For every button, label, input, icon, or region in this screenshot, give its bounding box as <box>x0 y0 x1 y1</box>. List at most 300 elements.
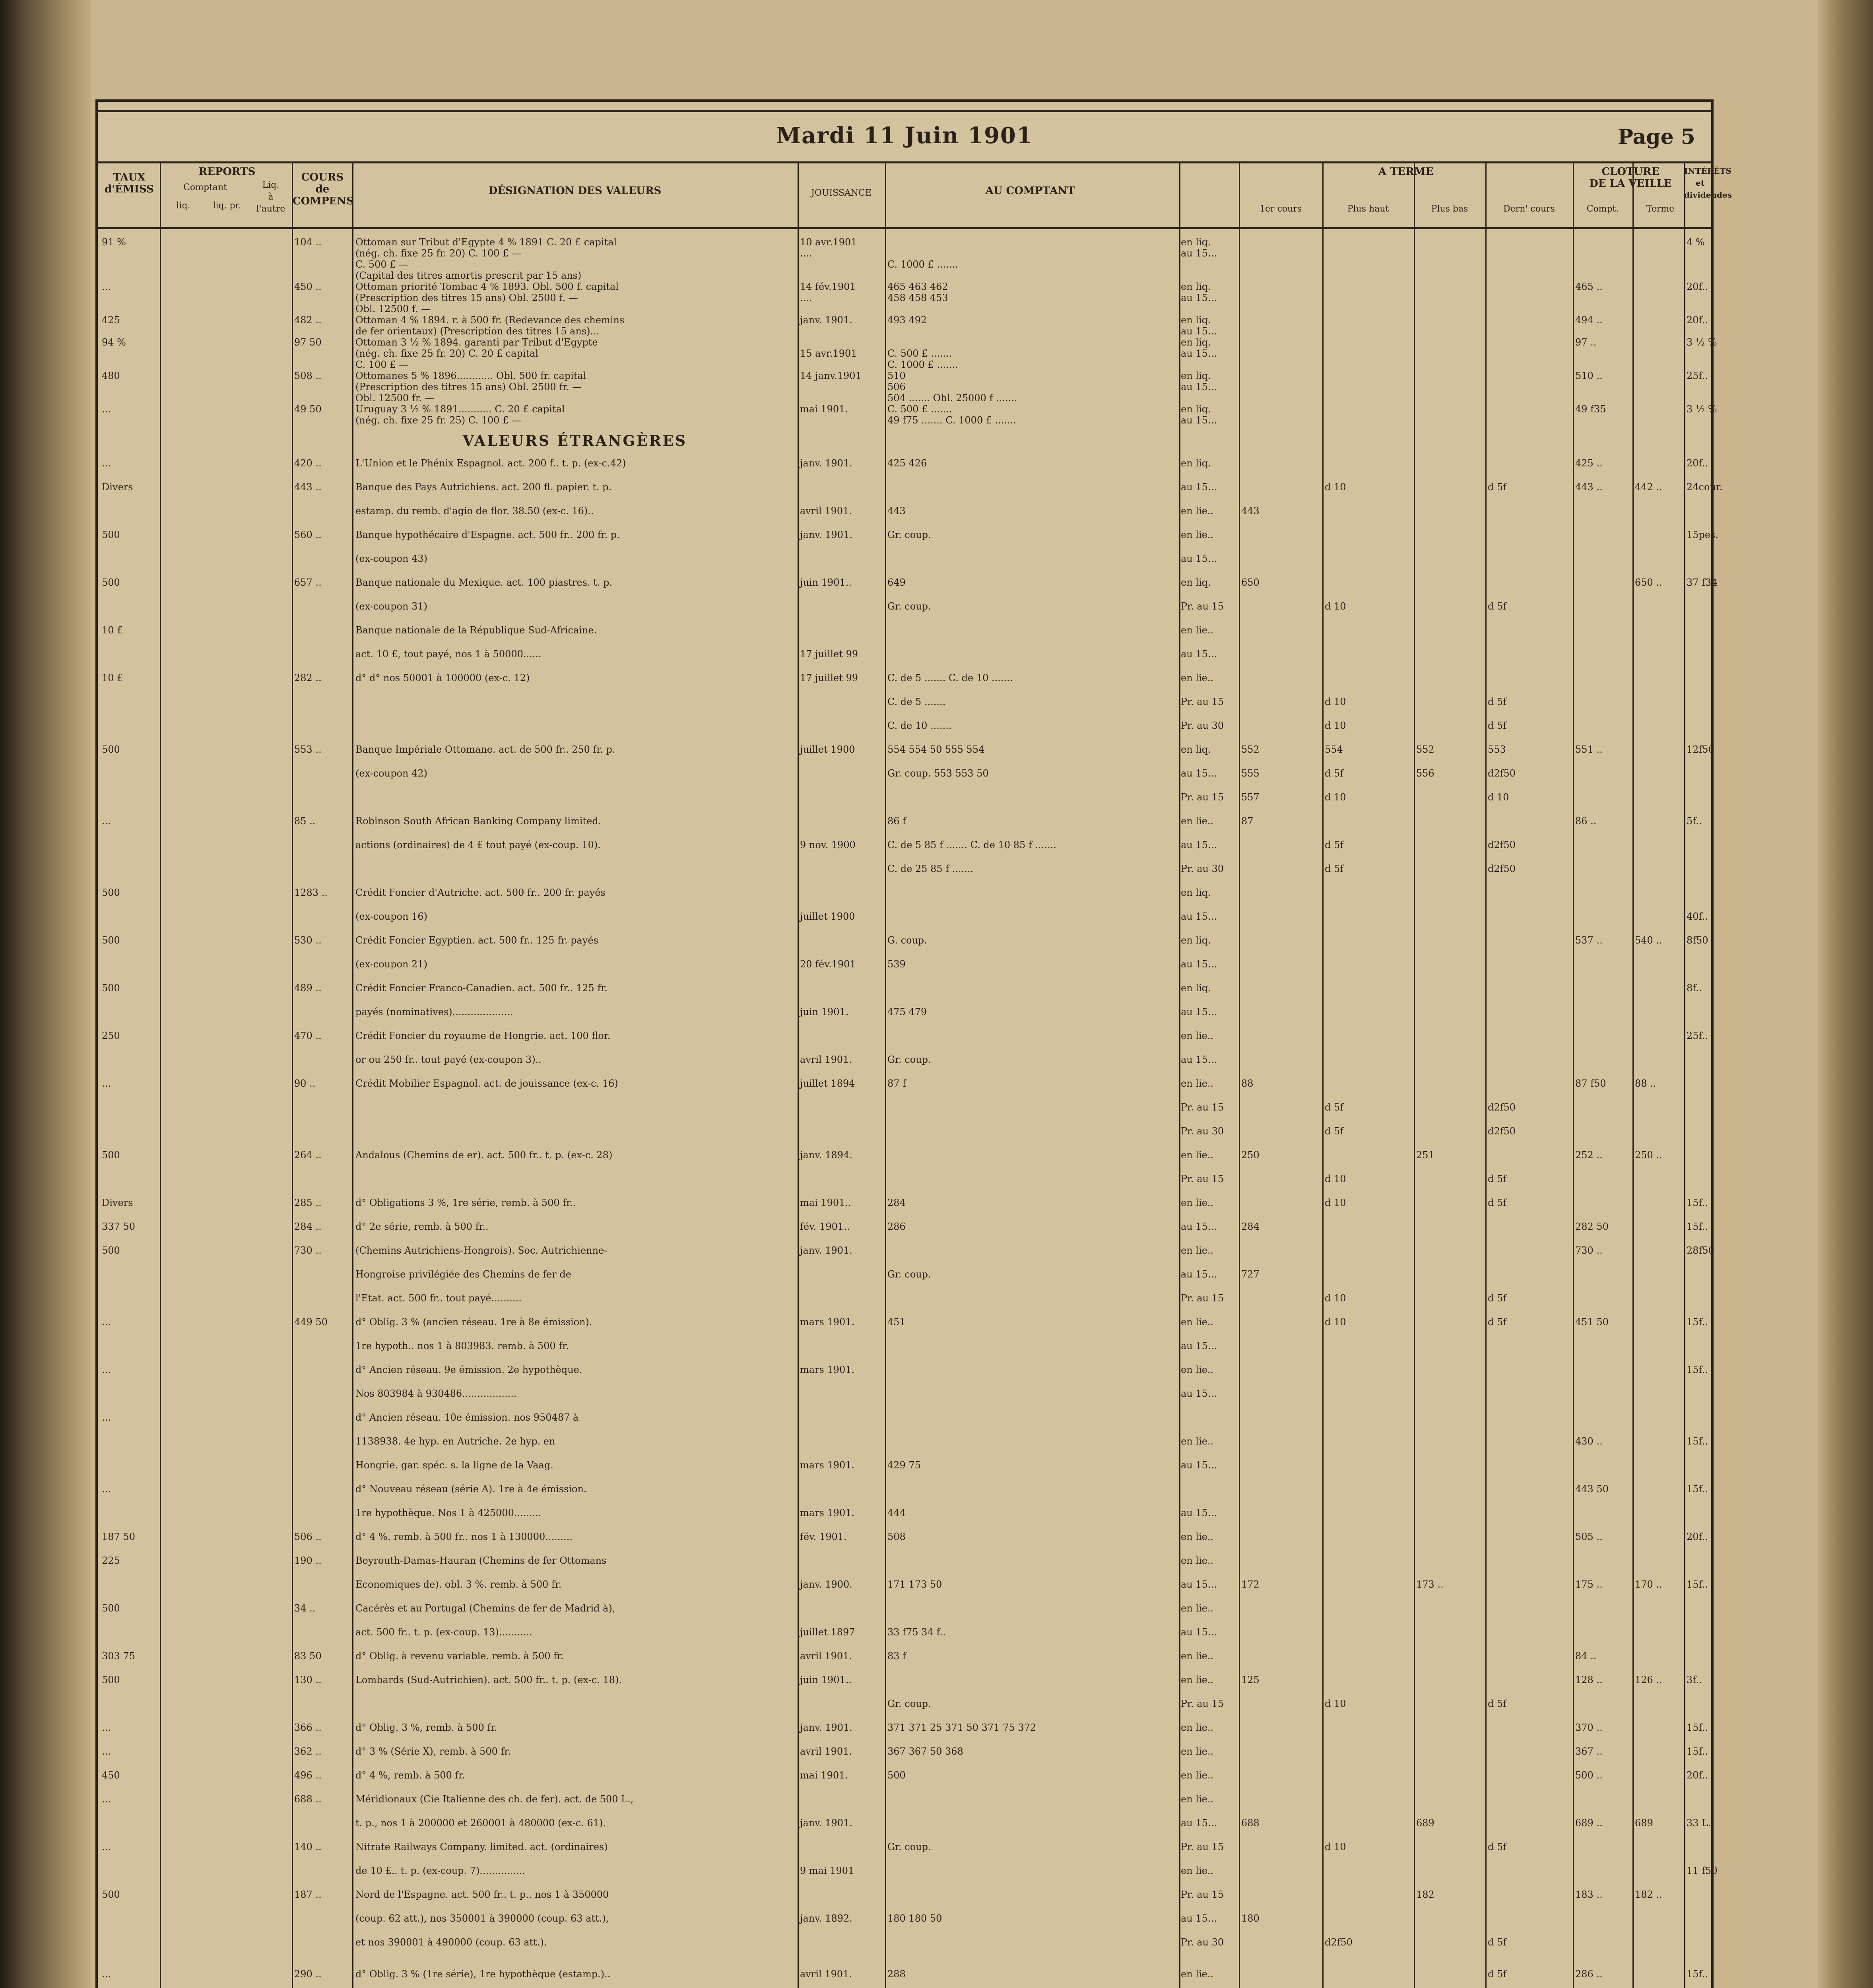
cell-taux: ... <box>102 815 111 827</box>
cell-clot-c: 510 .. <box>1575 370 1603 381</box>
cell-desig: Crédit Foncier Egyptien. act. 500 fr.. 125 fr. payés <box>355 935 598 946</box>
table-row <box>98 1460 1711 1470</box>
col-rule <box>1179 161 1180 1988</box>
cell-taux: 500 <box>102 1674 120 1685</box>
cell-desig: Ottoman priorité Tombac 4 % 1893. Obl. 500 f. capital <box>355 281 619 292</box>
cell-jouis: 10 avr.1901 <box>800 237 857 248</box>
cell-comptant: 171 173 50 <box>887 1579 942 1590</box>
cell-th: d 10 <box>1325 696 1346 707</box>
cell-cours: 83 50 <box>294 1650 322 1662</box>
cell-comptant: 500 <box>887 1770 906 1781</box>
cell-cours: 443 .. <box>294 481 322 493</box>
table-row <box>98 1388 1711 1399</box>
cell-desig: act. 10 £, tout payé, nos 1 à 50000...... <box>355 648 542 660</box>
cell-liq: en lie.. <box>1181 529 1214 540</box>
table-row <box>98 1969 1711 1979</box>
cell-int: 15f.. <box>1687 1197 1708 1208</box>
cell-comptant: 554 554 50 555 554 <box>887 744 985 755</box>
table-row <box>98 959 1711 969</box>
cell-taux: ... <box>102 1746 111 1757</box>
cell-int: 20f.. <box>1687 281 1708 292</box>
cell-taux: ... <box>102 1078 111 1089</box>
cell-jouis: 20 fév.1901 <box>800 959 856 970</box>
cell-jouis: juillet 1900 <box>800 744 855 755</box>
cell-th: d 10 <box>1325 792 1346 803</box>
cell-td: d 5f <box>1488 601 1507 612</box>
cell-desig: Méridionaux (Cie Italienne des ch. de fer). act. de 500 L., <box>355 1794 634 1805</box>
table-row <box>98 1842 1711 1852</box>
cell-desig: (nég. ch. fixe 25 fr. 20) C. 20 £ capital <box>355 348 539 359</box>
cell-th: d 5f <box>1325 863 1344 874</box>
table-row <box>98 237 1711 247</box>
cell-cours: 496 .. <box>294 1770 322 1781</box>
cell-jouis: mai 1901.. <box>800 1197 851 1208</box>
table-row <box>98 1174 1711 1184</box>
table-row <box>98 577 1718 588</box>
cell-int: 15f.. <box>1687 1221 1708 1232</box>
cell-liq: Pr. au 30 <box>1181 1126 1224 1137</box>
cell-taux: ... <box>102 1483 111 1495</box>
table-row <box>98 458 1711 468</box>
table-row <box>98 404 1717 415</box>
cell-clot-c: 84 .. <box>1575 1650 1597 1662</box>
cell-jouis: mai 1901. <box>800 1770 848 1781</box>
cell-jouis: janv. 1901. <box>800 529 852 540</box>
cell-comptant: C. 500 £ ....... <box>887 348 952 359</box>
table-row <box>98 1436 1711 1446</box>
cell-desig: Cacérès et au Portugal (Chemins de fer de Madrid à), <box>355 1603 615 1614</box>
cell-cours: 730 .. <box>294 1245 322 1256</box>
cell-cours: 470 .. <box>294 1030 322 1041</box>
cell-taux: Divers <box>102 481 133 493</box>
cell-clot-t: 170 .. <box>1635 1579 1662 1590</box>
cell-liq: Pr. au 15 <box>1181 1102 1224 1113</box>
cell-jouis: janv. 1901. <box>800 458 852 469</box>
cell-liq: au 15... <box>1181 1817 1217 1829</box>
cell-clot-c: 689 .. <box>1575 1817 1603 1829</box>
cell-th: d 10 <box>1325 1698 1346 1709</box>
cell-cours: 366 .. <box>294 1722 322 1733</box>
header-cours: COURS de COMPENS <box>293 171 354 207</box>
cell-jouis: 15 avr.1901 <box>800 348 857 359</box>
table-row <box>98 1054 1711 1065</box>
cell-desig: Andalous (Chemins de er). act. 500 fr.. t. p. (ex-c. 28) <box>355 1149 613 1161</box>
cell-desig: Ottoman 4 % 1894. r. à 500 fr. (Redevance des chemins <box>355 315 625 326</box>
cell-comptant: Gr. coup. <box>887 1054 931 1065</box>
cell-comptant: 475 479 <box>887 1006 927 1017</box>
table-row <box>98 529 1719 540</box>
cell-jouis: avril 1901. <box>800 1969 852 1980</box>
cell-tb: 552 <box>1416 744 1434 755</box>
cell-liq: au 15... <box>1181 768 1217 779</box>
cell-clot-c: 87 f50 <box>1575 1078 1606 1089</box>
cell-clot-c: 252 .. <box>1575 1149 1603 1161</box>
cell-desig: d° Oblig. 3 % (1re série), 1re hypothèque (estamp.).. <box>355 1969 611 1980</box>
cell-comptant: C. 1000 £ ....... <box>887 359 958 370</box>
cell-taux: Divers <box>102 1197 133 1208</box>
header-interets: INTÉRÊTS et dividendes <box>1684 166 1732 200</box>
col-rule <box>1239 161 1240 1988</box>
cell-taux: ... <box>102 1722 111 1733</box>
cell-desig: (nég. ch. fixe 25 fr. 25) C. 100 £ — <box>355 415 521 426</box>
col-rule <box>1414 161 1415 1988</box>
cell-comptant: 86 f <box>887 815 906 827</box>
table-row <box>98 720 1711 731</box>
col-rule <box>1485 161 1487 1988</box>
cell-liq: en lie.. <box>1181 1030 1214 1041</box>
cell-jouis: juillet 1897 <box>800 1627 855 1638</box>
cell-jouis: mars 1901. <box>800 1460 855 1471</box>
cell-comptant: C. de 10 ....... <box>887 720 952 731</box>
table-row <box>98 1031 1711 1041</box>
col-rule <box>1632 161 1634 1988</box>
cell-liq: Pr. au 15 <box>1181 1173 1224 1184</box>
cell-clot-c: 49 f35 <box>1575 404 1606 415</box>
cell-int: 4 % <box>1687 237 1705 248</box>
cell-liq: en lie.. <box>1181 1674 1214 1685</box>
cell-desig: 1re hypothèque. Nos 1 à 425000......... <box>355 1507 542 1518</box>
cell-int: 20f.. <box>1687 1531 1708 1542</box>
cell-clot-c: 500 .. <box>1575 1770 1603 1781</box>
newspaper-page <box>95 99 1732 1988</box>
cell-liq: au 15... <box>1181 1579 1217 1590</box>
cell-liq: au 15... <box>1181 1054 1217 1065</box>
cell-cours: 187 .. <box>294 1889 322 1900</box>
table-row <box>98 337 1717 348</box>
cell-taux: ... <box>102 1316 111 1328</box>
cell-cours: 97 50 <box>294 337 322 348</box>
cell-desig: t. p., nos 1 à 200000 et 260001 à 480000 (ex-c. 61). <box>355 1817 606 1829</box>
table-row <box>98 887 1711 898</box>
cell-clot-c: 425 .. <box>1575 458 1603 469</box>
table-row <box>98 1913 1711 1924</box>
cell-comptant: 504 ....... Obl. 25000 f ....... <box>887 392 1017 404</box>
cell-liq: en lie.. <box>1181 1770 1214 1781</box>
cell-clot-c: 282 50 <box>1575 1221 1609 1232</box>
cell-int: 24cour. <box>1687 481 1723 493</box>
cell-comptant: Gr. coup. <box>887 1269 931 1280</box>
cell-desig: d° Nouveau réseau (série A). 1re à 4e émission. <box>355 1483 587 1495</box>
table-row <box>98 259 1711 270</box>
cell-clot-t: 689 <box>1635 1817 1653 1829</box>
cell-td: d 5f <box>1488 1841 1507 1852</box>
cell-th: d 10 <box>1325 481 1346 493</box>
cell-clot-t: 88 .. <box>1635 1078 1656 1089</box>
cell-desig: (coup. 62 att.), nos 350001 à 390000 (coup. 63 att.), <box>355 1913 609 1924</box>
cell-desig: 1138938. 4e hyp. en Autriche. 2e hyp. en <box>355 1436 555 1447</box>
table-row <box>98 348 1711 359</box>
cell-comptant: C. de 5 ....... C. de 10 ....... <box>887 672 1013 683</box>
cell-th: d 5f <box>1325 839 1344 850</box>
cell-t1: 284 <box>1241 1221 1260 1232</box>
cell-desig: Banque des Pays Autrichiens. act. 200 fl. papier. t. p. <box>355 481 612 493</box>
cell-comptant: Gr. coup. <box>887 601 931 612</box>
cell-comptant: 33 f75 34 f.. <box>887 1627 946 1638</box>
cell-desig: (ex-coupon 42) <box>355 768 427 779</box>
cell-liq: en liq. <box>1181 404 1211 415</box>
cell-desig: Ottomanes 5 % 1896............ Obl. 500 fr. capital <box>355 370 586 381</box>
cell-comptant: 367 367 50 368 <box>887 1746 963 1757</box>
table-row <box>98 1365 1711 1375</box>
table-row <box>98 1293 1711 1303</box>
col-rule <box>1684 161 1685 1988</box>
cell-liq: au 15... <box>1181 1221 1217 1232</box>
cell-t1: 87 <box>1241 815 1254 827</box>
cell-t1: 727 <box>1241 1269 1260 1280</box>
header-compt: Compt. <box>1586 204 1619 214</box>
table-row <box>98 864 1711 874</box>
table-row <box>98 649 1711 659</box>
cell-desig: Nos 803984 à 930486.................. <box>355 1388 517 1399</box>
header-plus-haut: Plus haut <box>1347 204 1389 214</box>
cell-cours: 482 .. <box>294 315 322 326</box>
cell-clot-c: 128 .. <box>1575 1674 1603 1685</box>
cell-desig: L'Union et le Phénix Espagnol. act. 200 f.. t. p. (ex-c.42) <box>355 458 626 469</box>
cell-taux: 10 £ <box>102 672 123 683</box>
cell-taux: 250 <box>102 1030 120 1041</box>
cell-taux: ... <box>102 404 111 415</box>
cell-int: 15f.. <box>1687 1579 1708 1590</box>
cell-clot-c: 86 .. <box>1575 815 1597 827</box>
cell-liq: en liq. <box>1181 887 1211 898</box>
cell-desig: d° Obligations 3 %, 1re série, remb. à 500 fr.. <box>355 1197 576 1208</box>
section-title-valeurs-etrangeres: VALEURS ÉTRANGÈRES <box>462 433 687 449</box>
table-row <box>98 359 1711 370</box>
cell-comptant: G. coup. <box>887 935 927 946</box>
cell-comptant: C. de 25 85 f ....... <box>887 863 974 874</box>
cell-cours: 49 50 <box>294 404 322 415</box>
cell-comptant: C. de 5 85 f ....... C. de 10 85 f ....... <box>887 839 1056 850</box>
cell-desig: d° Oblig. à revenu variable. remb. à 500 fr. <box>355 1650 564 1662</box>
table-row <box>98 282 1711 292</box>
table-row <box>98 1102 1711 1112</box>
cell-liq: Pr. au 30 <box>1181 1937 1224 1948</box>
cell-liq: Pr. au 15 <box>1181 792 1224 803</box>
cell-clot-c: 537 .. <box>1575 935 1603 946</box>
cell-liq: en lie.. <box>1181 1364 1214 1375</box>
cell-desig: (ex-coupon 21) <box>355 959 427 970</box>
cell-liq: en lie.. <box>1181 625 1214 636</box>
cell-int: 25f.. <box>1687 1030 1708 1041</box>
cell-t1: 552 <box>1241 744 1260 755</box>
cell-comptant: C. de 5 ....... <box>887 696 946 707</box>
cell-liq: au 15... <box>1181 248 1217 259</box>
cell-clot-c: 443 .. <box>1575 481 1603 493</box>
cell-taux: 500 <box>102 935 120 946</box>
table-row <box>98 935 1711 945</box>
cell-desig: Banque nationale du Mexique. act. 100 piastres. t. p. <box>355 577 613 588</box>
cell-liq: en liq. <box>1181 237 1211 248</box>
header-plus-bas: Plus bas <box>1431 204 1468 214</box>
cell-int: 3 ½ % <box>1687 404 1717 415</box>
table-row <box>98 792 1711 802</box>
cell-comptant: 284 <box>887 1197 906 1208</box>
header-dern-cours: Dern' cours <box>1503 204 1555 214</box>
cell-comptant: 286 <box>887 1221 906 1232</box>
cell-int: 40f.. <box>1687 911 1708 922</box>
cell-clot-c: 505 .. <box>1575 1531 1603 1542</box>
cell-clot-c: 97 .. <box>1575 337 1597 348</box>
cell-jouis: janv. 1901. <box>800 1722 852 1733</box>
page-edges <box>1817 0 1873 1988</box>
cell-th: 554 <box>1325 744 1343 755</box>
cell-desig: Ottoman 3 ½ % 1894. garanti par Tribut d'Egypte <box>355 337 598 348</box>
cell-liq: en liq. <box>1181 370 1211 381</box>
col-rule <box>1322 161 1324 1988</box>
table-row <box>98 1603 1711 1613</box>
cell-td: d 5f <box>1488 696 1507 707</box>
cell-int: 15f.. <box>1687 1364 1708 1375</box>
cell-liq: en liq. <box>1181 577 1211 588</box>
cell-clot-t: 250 .. <box>1635 1149 1662 1161</box>
cell-taux: 500 <box>102 1603 120 1614</box>
cell-clot-t: 540 .. <box>1635 935 1662 946</box>
cell-cours: 450 .. <box>294 281 322 292</box>
cell-th: d 5f <box>1325 1126 1344 1137</box>
cell-desig: d° d° nos 50001 à 100000 (ex-c. 12) <box>355 672 530 683</box>
table-row <box>98 1532 1711 1542</box>
cell-desig: Crédit Foncier Franco-Canadien. act. 500 fr.. 125 fr. <box>355 982 608 994</box>
cell-cours: 688 .. <box>294 1794 322 1805</box>
table-row <box>98 744 1714 755</box>
cell-comptant: Gr. coup. 553 553 50 <box>887 768 989 779</box>
cell-comptant: 444 <box>887 1507 906 1518</box>
header-au-comptant: AU COMPTANT <box>985 185 1075 197</box>
cell-taux: 480 <box>102 370 120 381</box>
cell-cours: 264 .. <box>294 1149 322 1161</box>
cell-desig: Uruguay 3 ½ % 1891........... C. 20 £ capital <box>355 404 565 415</box>
col-rule <box>798 161 799 1988</box>
cell-jouis: .... <box>800 248 812 259</box>
cell-int: 33 L. <box>1687 1817 1711 1829</box>
cell-taux: ... <box>102 1969 111 1980</box>
cell-cours: 530 .. <box>294 935 322 946</box>
cell-th: d 10 <box>1325 1173 1346 1184</box>
cell-desig: d° Oblig. 3 %, remb. à 500 fr. <box>355 1722 497 1733</box>
cell-cours: 104 .. <box>294 237 322 248</box>
cell-clot-c: 430 .. <box>1575 1436 1603 1447</box>
cell-liq: en lie.. <box>1181 1603 1214 1614</box>
cell-taux: ... <box>102 1841 111 1852</box>
cell-jouis: avril 1901. <box>800 505 852 516</box>
cell-taux: 91 % <box>102 237 126 248</box>
cell-clot-c: 370 .. <box>1575 1722 1603 1733</box>
cell-int: 11 f50 <box>1687 1865 1718 1876</box>
table-row <box>98 315 1711 325</box>
cell-comptant: 539 <box>887 959 906 970</box>
cell-desig: Banque hypothécaire d'Espagne. act. 500 fr.. 200 fr. p. <box>355 529 620 540</box>
cell-comptant: Gr. coup. <box>887 1698 931 1709</box>
cell-liq: en lie.. <box>1181 1436 1214 1447</box>
cell-int: 20f.. <box>1687 315 1708 326</box>
cell-td: d 5f <box>1488 1937 1507 1948</box>
cell-td: d 5f <box>1488 1969 1507 1980</box>
table-row <box>98 1555 1711 1566</box>
cell-desig: Obl. 12500 f. — <box>355 303 431 315</box>
cell-td: d2f50 <box>1488 1126 1516 1137</box>
table-row <box>98 1818 1711 1828</box>
cell-liq: Pr. au 15 <box>1181 601 1224 612</box>
cell-jouis: 9 mai 1901 <box>800 1865 854 1876</box>
cell-taux: 500 <box>102 744 120 755</box>
table-row <box>98 1484 1711 1494</box>
cell-td: d 5f <box>1488 1316 1507 1328</box>
table-row <box>98 1770 1711 1780</box>
page-date: Mardi 11 Juin 1901 <box>776 122 1033 149</box>
cell-liq: en liq. <box>1181 982 1211 994</box>
cell-liq: en lie.. <box>1181 1197 1214 1208</box>
cell-liq: au 15... <box>1181 381 1217 392</box>
cell-tb: 251 <box>1416 1149 1434 1161</box>
table-row <box>98 1746 1711 1757</box>
cell-taux: 10 £ <box>102 625 123 636</box>
table-row <box>98 326 1711 336</box>
cell-td: d2f50 <box>1488 839 1516 850</box>
table-row <box>98 1126 1711 1136</box>
cell-cours: 560 .. <box>294 529 322 540</box>
cell-td: d 5f <box>1488 1173 1507 1184</box>
cell-liq: au 15... <box>1181 1460 1217 1471</box>
cell-liq: en lie.. <box>1181 1650 1214 1662</box>
cell-desig: Beyrouth-Damas-Hauran (Chemins de fer Ottomans <box>355 1555 607 1566</box>
cell-th: d 10 <box>1325 601 1346 612</box>
cell-liq: au 15... <box>1181 348 1217 359</box>
cell-int: 5f.. <box>1687 815 1702 827</box>
cell-clot-t: 442 .. <box>1635 481 1662 493</box>
cell-clot-c: 451 50 <box>1575 1316 1609 1328</box>
cell-taux: ... <box>102 1364 111 1375</box>
cell-liq: au 15... <box>1181 292 1217 303</box>
cell-clot-c: 465 .. <box>1575 281 1603 292</box>
top-rule <box>98 110 1711 112</box>
table-row <box>98 1794 1711 1804</box>
cell-jouis: janv. 1901. <box>800 1245 852 1256</box>
book-spine <box>0 0 91 1988</box>
cell-cours: 1283 .. <box>294 887 328 898</box>
cell-clot-c: 175 .. <box>1575 1579 1603 1590</box>
cell-jouis: fév. 1901. <box>800 1531 847 1542</box>
cell-liq: au 15... <box>1181 415 1217 426</box>
header-taux: TAUX d'ÉMISS <box>105 171 154 195</box>
cell-int: 20f.. <box>1687 1770 1708 1781</box>
table-row <box>98 393 1711 403</box>
cell-comptant: 508 <box>887 1531 906 1542</box>
table-row <box>98 1651 1711 1661</box>
table-row <box>98 1007 1711 1017</box>
cell-jouis: juin 1901.. <box>800 577 852 588</box>
cell-desig: de fer orientaux) (Prescription des titres 15 ans)... <box>355 326 600 337</box>
cell-desig: Banque nationale de la République Sud-Africaine. <box>355 625 597 636</box>
cell-comptant: C. 500 £ ....... <box>887 404 952 415</box>
table-row <box>98 293 1711 303</box>
cell-comptant: 180 180 50 <box>887 1913 942 1924</box>
table-row <box>98 415 1711 425</box>
cell-cours: 508 .. <box>294 370 322 381</box>
cell-desig: estamp. du remb. d'agio de flor. 38.50 (ex-c. 16).. <box>355 505 594 516</box>
cell-liq: au 15... <box>1181 648 1217 660</box>
cell-jouis: mai 1901. <box>800 404 848 415</box>
cell-desig: d° 4 %, remb. à 500 fr. <box>355 1770 465 1781</box>
cell-desig: Crédit Foncier d'Autriche. act. 500 fr.. 200 fr. payés <box>355 887 606 898</box>
cell-th: d2f50 <box>1325 1937 1353 1948</box>
table-row <box>98 382 1711 392</box>
cell-jouis: fév. 1901.. <box>800 1221 850 1232</box>
cell-taux: 450 <box>102 1770 120 1781</box>
cell-jouis: 17 juillet 99 <box>800 672 858 683</box>
table-row <box>98 1675 1711 1685</box>
cell-taux: 500 <box>102 577 120 588</box>
cell-taux: 225 <box>102 1555 120 1566</box>
